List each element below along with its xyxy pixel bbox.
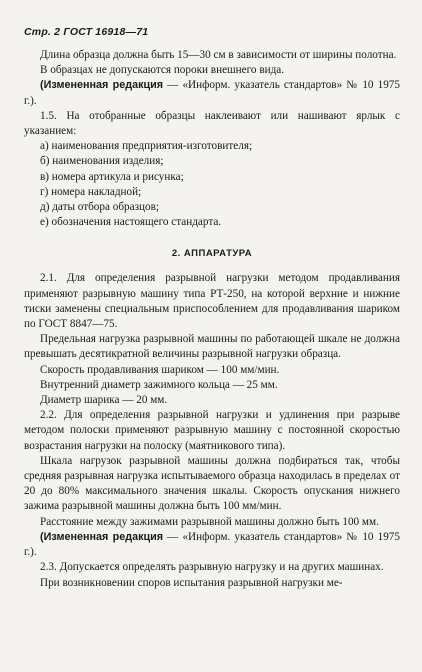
amendment-text: — «Информ. указатель стандартов» № 10 1975 г.). <box>24 79 400 107</box>
amendment-label: (Измененная редакция <box>40 79 164 92</box>
paragraph-ring-diameter: Внутренний диаметр зажимного кольца — 25 мм. <box>40 378 278 391</box>
amendment-text: — «Информ. указатель стандартов» № 10 1975 г.). <box>24 530 400 559</box>
list-item: е) обозначения настоящего стандарта. <box>40 216 222 229</box>
paragraph-ball-diameter: Диаметр шарика — 20 мм. <box>40 394 168 407</box>
paragraph-1-5: 1.5. На отобранные образцы наклеивают или нашивают ярлык с указанием: <box>24 109 400 138</box>
list-item: а) наименования предприятия-изготовителя; <box>40 140 253 153</box>
paragraph-scale: Шкала нагрузок разрывной машины должна подбираться так, чтобы средняя разрывная нагрузка испытываемого образца находилась в пределах от 20 до 80% максимального значения шкалы. Скорость опускания нижнего зажима разрывной машины должна быть 100 мм/мин. <box>24 454 400 513</box>
amendment-label: (Измененная редакция <box>40 530 164 543</box>
paragraph-disputes: При возникновении споров испытания разрывной нагрузки ме- <box>40 576 343 589</box>
amendment-note-1 <box>24 78 400 108</box>
paragraph-speed: Скорость продавливания шариком — 100 мм/мин. <box>40 363 280 376</box>
paragraph-defects: В образцах не допускаются пороки внешнего вида. <box>40 64 285 77</box>
section-title: 2. АППАРАТУРА <box>171 248 253 260</box>
label-requirements-list <box>24 139 400 230</box>
paragraph-2-3: 2.3. Допускается определять разрывную нагрузку и на других машинах. <box>40 561 384 574</box>
paragraph-sample-length: Длина образца должна быть 15—30 см в зависимости от ширины полотна. <box>40 49 397 61</box>
list-item: в) номера артикула и рисунка; <box>40 170 184 183</box>
amendment-note-2 <box>24 530 400 560</box>
paragraph-2-1: 2.1. Для определения разрывной нагрузки методом продавливания применяют разрывную машину типа РТ-250, на которой верхние и нижние тиски заменены специальным приспособлением для продавливания шариком по ГОСТ 8847—75. <box>24 272 400 331</box>
paragraph-clamp-distance: Расстояние между зажимами разрывной машины должно быть 100 мм. <box>40 515 379 528</box>
paragraph-max-load: Предельная нагрузка разрывной машины по работающей шкале не должна превышать десятикратной величины разрывной нагрузки образца. <box>24 333 400 361</box>
list-item: г) номера накладной; <box>40 185 142 198</box>
paragraph-2-2: 2.2. Для определения разрывной нагрузки и удлинения при разрыве методом полоски применяют разрывную машину с постоянной скоростью возрастания нагрузки на полоску (маятникового типа). <box>24 409 400 452</box>
page-header: Стр. 2 ГОСТ 16918—71 <box>24 26 149 38</box>
list-item: б) наименования изделия; <box>40 155 164 168</box>
list-item: д) даты отбора образцов; <box>40 201 159 214</box>
